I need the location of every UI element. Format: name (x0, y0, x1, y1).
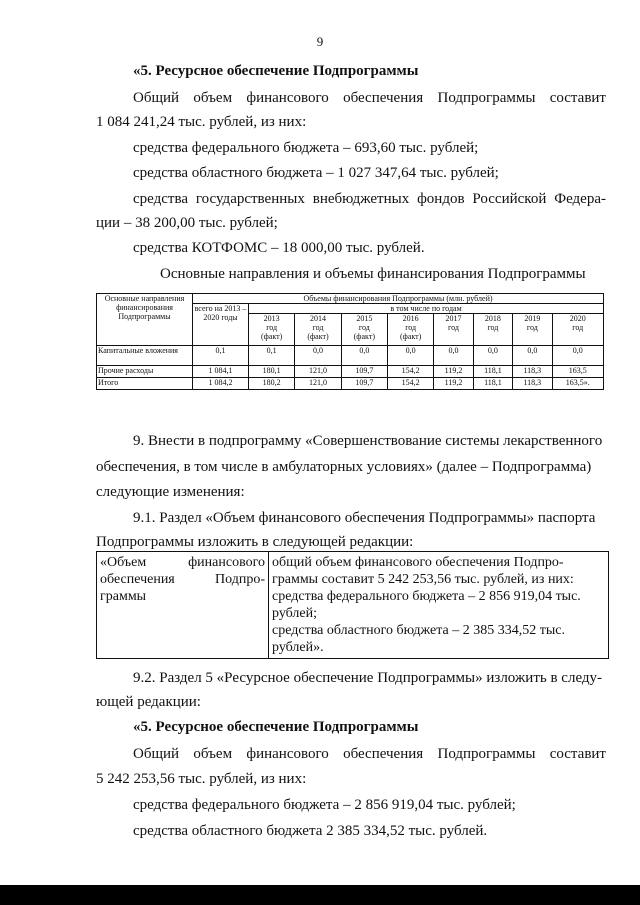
redaction-left-cell (97, 552, 269, 659)
cell-line: средства федерального бюджета – 2 856 919,04 тыс. (272, 589, 581, 604)
row-value: 121,0 (295, 378, 341, 390)
row-total: 0,1 (193, 346, 249, 366)
row-value: 163,5 (552, 366, 603, 378)
paragraph-line: Общий объем финансового обеспечения Подпрограммы составит (133, 746, 606, 762)
row-value: 0,0 (434, 346, 473, 366)
col-header-directions: Основные направления финансирования Подпрограммы (97, 294, 193, 346)
paragraph-line: 5 242 253,56 тыс. рублей, из них: (96, 771, 307, 787)
row-value: 118,1 (473, 378, 512, 390)
row-value: 0,1 (249, 346, 295, 366)
federal-budget-line: средства федерального бюджета – 2 856 919,04 тыс. рублей; (133, 797, 516, 813)
item92-line: 9.2. Раздел 5 «Ресурсное обеспечение Подпрограммы» изложить в следу- (133, 670, 603, 686)
year-header: 2018 год (473, 314, 512, 346)
page-number: 9 (316, 34, 324, 49)
row-total: 1 084,2 (193, 378, 249, 390)
state-funds-line-2: ции – 38 200,00 тыс. рублей; (96, 215, 278, 231)
row-value: 119,2 (434, 366, 473, 378)
year-header: 2014 год (факт) (295, 314, 341, 346)
row-value: 109,7 (341, 366, 387, 378)
redaction-right-cell (269, 552, 609, 659)
year-header: 2020 год (552, 314, 603, 346)
cell-line: граммы (100, 589, 147, 604)
row-value: 121,0 (295, 366, 341, 378)
redaction-table (96, 551, 609, 659)
col-header-total: всего на 2013 – 2020 годы (193, 304, 249, 346)
row-value: 180,1 (249, 366, 295, 378)
scan-edge-bar (0, 885, 640, 905)
year-header: 2015 год (факт) (341, 314, 387, 346)
paragraph-line: Общий объем финансового обеспечения Подпрограммы составит (133, 90, 606, 106)
section-heading: «5. Ресурсное обеспечение Подпрограммы (133, 719, 419, 735)
table-title: Основные направления и объемы финансирования Подпрограммы (160, 266, 586, 282)
row-value: 0,0 (295, 346, 341, 366)
row-total: 1 084,1 (193, 366, 249, 378)
item9-line: 9. Внести в подпрограмму «Совершенствование системы лекарственного (133, 433, 603, 449)
federal-budget-line: средства федерального бюджета – 693,60 тыс. рублей; (133, 140, 479, 156)
cell-line: рублей; (272, 606, 317, 621)
section-heading: «5. Ресурсное обеспечение Подпрограммы (133, 63, 419, 79)
regional-budget-line: средства областного бюджета – 1 027 347,64 тыс. рублей; (133, 165, 499, 181)
item91-line: 9.1. Раздел «Объем финансового обеспечения Подпрограммы» паспорта (133, 510, 596, 526)
row-label: Капитальные вложения (97, 346, 193, 366)
cell-line: обеспечения Подпро- (100, 572, 265, 587)
cell-line: «Объем финансового (100, 555, 265, 570)
row-value: 154,2 (387, 366, 433, 378)
cell-line: граммы составит 5 242 253,56 тыс. рублей, из них: (272, 572, 574, 587)
table-row (97, 378, 604, 390)
group-header: Объемы финансирования Подпрограммы (млн. рублей) (193, 294, 604, 304)
year-header: 2013 год (факт) (249, 314, 295, 346)
cell-line: средства областного бюджета – 2 385 334,52 тыс. (272, 623, 565, 638)
item91-line: Подпрограммы изложить в следующей редакции: (96, 534, 414, 550)
row-value: 0,0 (341, 346, 387, 366)
row-value: 0,0 (552, 346, 603, 366)
row-value: 0,0 (473, 346, 512, 366)
year-header: 2019 год (513, 314, 552, 346)
by-year-header: в том числе по годам (249, 304, 604, 314)
cell-line: общий объем финансового обеспечения Подпро- (272, 555, 564, 570)
kotfoms-line: средства КОТФОМС – 18 000,00 тыс. рублей. (133, 240, 425, 256)
row-value: 0,0 (513, 346, 552, 366)
row-value: 163,5». (552, 378, 603, 390)
row-value: 118,1 (473, 366, 512, 378)
row-label: Итого (97, 378, 193, 390)
cell-line: рублей». (272, 640, 324, 655)
table-row (97, 346, 604, 366)
row-value: 118,3 (513, 378, 552, 390)
row-value: 109,7 (341, 378, 387, 390)
finance-table (96, 293, 604, 390)
row-value: 0,0 (387, 346, 433, 366)
item9-line: следующие изменения: (96, 484, 245, 500)
year-header: 2016 год (факт) (387, 314, 433, 346)
state-funds-line: средства государственных внебюджетных фондов Российской Федера- (133, 191, 606, 207)
row-value: 118,3 (513, 366, 552, 378)
row-value: 180,2 (249, 378, 295, 390)
row-value: 119,2 (434, 378, 473, 390)
year-header: 2017 год (434, 314, 473, 346)
item92-line: ющей редакции: (96, 694, 201, 710)
table-row (97, 366, 604, 378)
regional-budget-line: средства областного бюджета 2 385 334,52 тыс. рублей. (133, 823, 488, 839)
paragraph-line: 1 084 241,24 тыс. рублей, из них: (96, 114, 307, 130)
item9-line: обеспечения, в том числе в амбулаторных условиях» (далее – Подпрограмма) (96, 459, 592, 475)
row-label: Прочие расходы (97, 366, 193, 378)
row-value: 154,2 (387, 378, 433, 390)
